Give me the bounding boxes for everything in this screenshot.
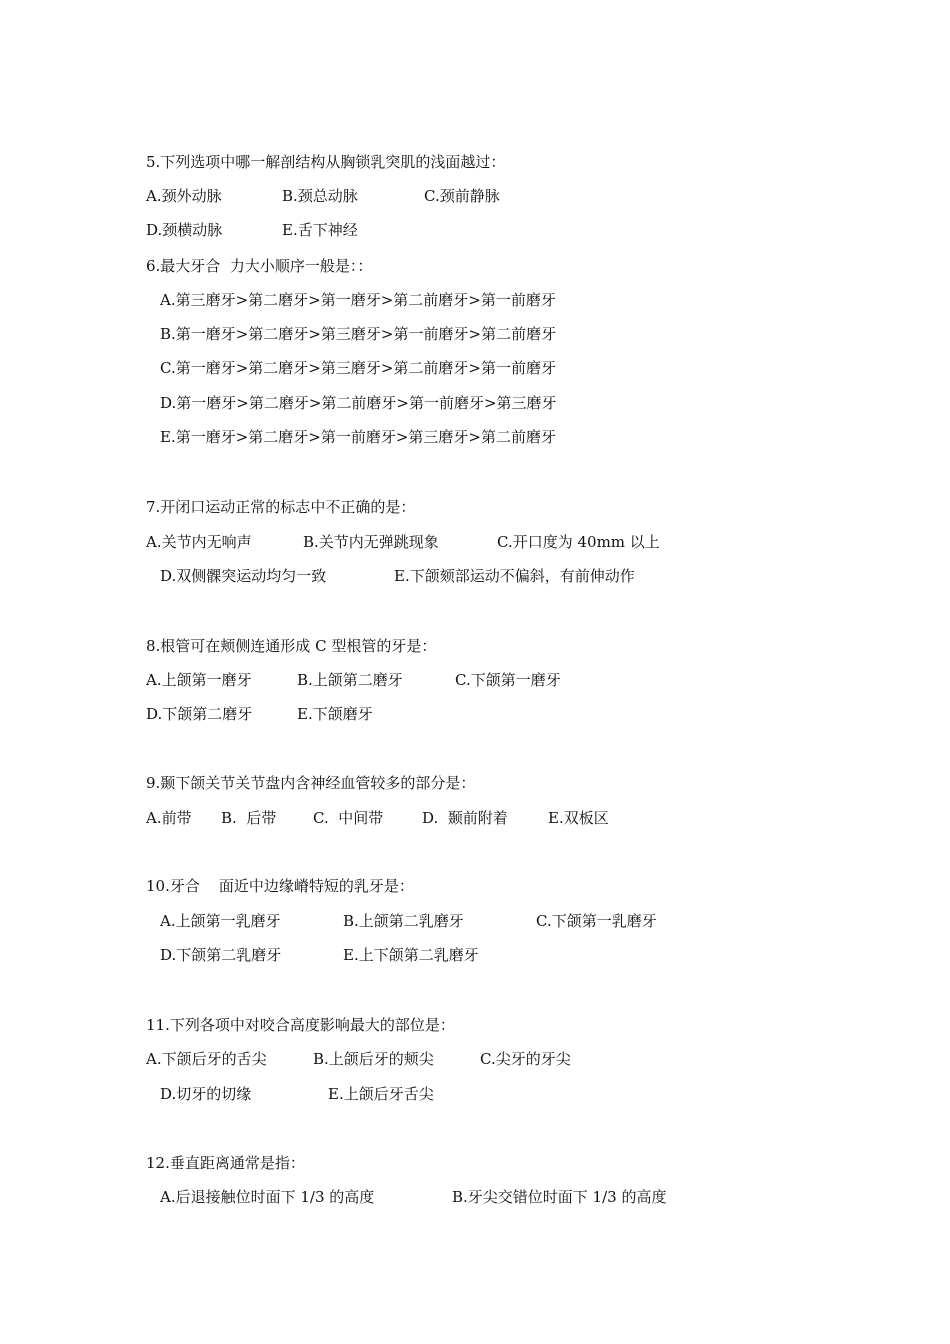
question-6-stem: 6.最大牙合 力大小顺序一般是：： [146, 257, 373, 275]
question-7-option-e: E.下颌颏部运动不偏斜，有前伸动作 [394, 567, 635, 585]
question-5-stem: 5.下列选项中哪一解剖结构从胸锁乳突肌的浅面越过： [146, 153, 506, 171]
question-11-option-e: E.上颌后牙舌尖 [328, 1085, 434, 1103]
question-7-option-a: A.关节内无响声 [146, 533, 252, 551]
question-9-option-a: A.前带 [146, 809, 192, 827]
question-6-option-d: D.第一磨牙>第二磨牙>第二前磨牙>第一前磨牙>第三磨牙 [160, 394, 557, 412]
question-5-option-c: C.颈前静脉 [424, 187, 500, 205]
question-12-stem: 12.垂直距离通常是指： [146, 1154, 305, 1172]
question-6-option-e: E.第一磨牙>第二磨牙>第一前磨牙>第三磨牙>第二前磨牙 [160, 428, 556, 446]
question-6-option-c: C.第一磨牙>第二磨牙>第三磨牙>第二前磨牙>第一前磨牙 [160, 359, 556, 377]
question-5-option-b: B.颈总动脉 [282, 187, 358, 205]
question-8-option-c: C.下颌第一磨牙 [455, 671, 561, 689]
question-8-option-b: B.上颌第二磨牙 [297, 671, 403, 689]
question-9-option-c: C. 中间带 [313, 809, 384, 827]
question-9-option-d: D. 颞前附着 [422, 809, 508, 827]
question-11-stem: 11.下列各项中对咬合高度影响最大的部位是： [146, 1016, 455, 1034]
question-10-option-c: C.下颌第一乳磨牙 [536, 912, 657, 930]
question-10-option-d: D.下颌第二乳磨牙 [160, 946, 282, 964]
question-7-option-d: D.双侧髁突运动均匀一致 [160, 567, 327, 585]
question-11-option-b: B.上颌后牙的颊尖 [313, 1050, 434, 1068]
question-10-option-e: E.上下颌第二乳磨牙 [343, 946, 479, 964]
question-8-option-a: A.上颌第一磨牙 [146, 671, 252, 689]
question-12-option-a: A.后退接触位时面下 1/3 的高度 [160, 1188, 375, 1206]
question-8-option-d: D.下颌第二磨牙 [146, 705, 253, 723]
question-11-option-a: A.下颌后牙的舌尖 [146, 1050, 267, 1068]
question-5-option-e: E.舌下神经 [282, 221, 358, 239]
question-6-option-a: A.第三磨牙>第二磨牙>第一磨牙>第二前磨牙>第一前磨牙 [160, 291, 556, 309]
question-9-stem: 9.颞下颌关节关节盘内含神经血管较多的部分是： [146, 774, 476, 792]
question-12-option-b: B.牙尖交错位时面下 1/3 的高度 [452, 1188, 667, 1206]
question-5-option-d: D.颈横动脉 [146, 221, 223, 239]
question-9-option-b: B. 后带 [221, 809, 277, 827]
question-7-stem: 7.开闭口运动正常的标志中不正确的是： [146, 498, 416, 516]
question-7-option-c: C.开口度为 40mm 以上 [497, 533, 660, 551]
question-9-option-e: E.双板区 [548, 809, 609, 827]
question-10-stem: 10.牙合 面近中边缘嵴特短的乳牙是： [146, 877, 414, 895]
question-7-option-b: B.关节内无弹跳现象 [303, 533, 439, 551]
question-10-option-a: A.上颌第一乳磨牙 [160, 912, 281, 930]
question-8-stem: 8.根管可在颊侧连通形成 C 型根管的牙是： [146, 637, 437, 655]
question-8-option-e: E.下颌磨牙 [297, 705, 373, 723]
question-6-option-b: B.第一磨牙>第二磨牙>第三磨牙>第一前磨牙>第二前磨牙 [160, 325, 557, 343]
question-5-option-a: A.颈外动脉 [146, 187, 222, 205]
question-10-option-b: B.上颌第二乳磨牙 [343, 912, 464, 930]
question-11-option-d: D.切牙的切缘 [160, 1085, 252, 1103]
question-11-option-c: C.尖牙的牙尖 [480, 1050, 571, 1068]
